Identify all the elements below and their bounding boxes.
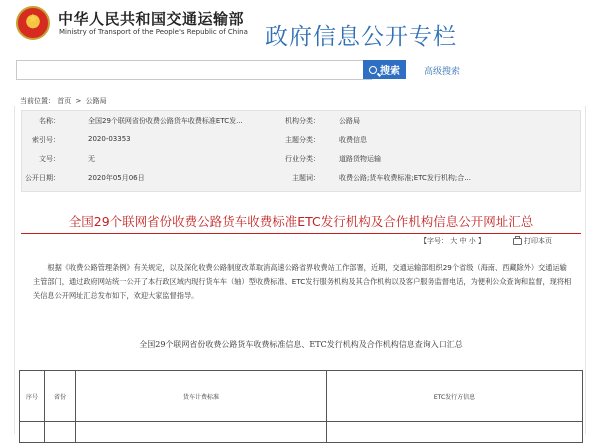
meta-row <box>22 173 580 189</box>
meta-docno-label: 文号： <box>39 155 60 163</box>
meta-docno-value: 无 <box>88 155 95 163</box>
table-caption: 全国29个联网省份收费公路货车收费标准信息、ETC发行机构及合作机构信息查询入口汇总 <box>139 340 463 349</box>
ministry-name-cn: 中华人民共和国交通运输部 <box>58 10 245 28</box>
meta-industry-value: 道路货物运输 <box>339 155 381 163</box>
meta-name-label: 名称： <box>39 117 60 125</box>
meta-index-label: 索引号： <box>32 136 60 144</box>
meta-row <box>22 154 580 170</box>
meta-keywords-value: 收费公路;货车收费标准;ETC发行机构;合... <box>339 174 471 182</box>
meta-row <box>22 135 580 151</box>
font-size-tools <box>420 236 485 246</box>
document-title: 全国29个联网省份收费公路货车收费标准ETC发行机构及合作机构信息公开网址汇总 <box>68 214 534 229</box>
document-meta-box <box>21 110 581 192</box>
info-table <box>19 370 583 443</box>
search-button-label: 搜索 <box>380 66 400 77</box>
table-header-row <box>20 371 583 422</box>
meta-industry-label: 行业分类： <box>285 155 320 163</box>
national-emblem-icon: ★ <box>16 6 50 40</box>
meta-topic-label: 主题分类： <box>285 136 320 144</box>
table-cell <box>327 422 583 443</box>
font-size-label: 【字号： <box>420 237 448 245</box>
font-size-medium[interactable]: 中 <box>459 237 467 245</box>
meta-category-value: 公路局 <box>339 117 360 125</box>
document-body: 根据《收费公路管理条例》有关规定，以及深化收费公路制度改革取消高速公路省界收费站工作部署，近期，交通运输部组织29个省级（海南、西藏除外）交通运输主管部门，通过政府网站统一公开了本行政区域内现行货车车（轴）型收费标准、ETC发行服务机构及其合作机构以及客户服务监督电话，为便利公众查询和监督，现将相关信息公开网址汇总发布如下，欢迎大家监督指导。 <box>33 263 572 300</box>
breadcrumb-prefix: 当前位置： <box>20 97 55 105</box>
content-area <box>14 106 586 434</box>
table-header-province: 省份 <box>45 371 76 422</box>
print-label: 打印本页 <box>524 237 552 245</box>
table-row <box>20 422 583 443</box>
meta-category-label: 机构分类： <box>285 117 320 125</box>
search-input[interactable] <box>16 60 372 80</box>
table-cell <box>45 422 76 443</box>
table-header-etc-issuer: ETC发行方信息 <box>327 371 583 422</box>
meta-topic-value: 收费信息 <box>339 136 367 144</box>
table-cell <box>20 422 45 443</box>
meta-keywords-label: 主题词： <box>292 174 320 182</box>
breadcrumb-item-highway-bureau[interactable]: 公路局 <box>85 97 107 105</box>
search-icon <box>369 66 377 74</box>
search-bar <box>16 60 600 82</box>
printer-icon <box>513 238 522 245</box>
breadcrumb <box>20 96 107 106</box>
column-title: 政府信息公开专栏 <box>265 24 457 50</box>
print-button[interactable] <box>513 236 552 246</box>
meta-date-value: 2020年05月06日 <box>88 174 145 182</box>
meta-name-value: 全国29个联网省份收费公路货车收费标准ETC发... <box>88 117 243 125</box>
breadcrumb-separator: > <box>75 97 82 105</box>
font-size-small[interactable]: 小 <box>468 237 476 245</box>
font-size-large[interactable]: 大 <box>450 237 458 245</box>
meta-row <box>22 116 580 132</box>
breadcrumb-item-home[interactable]: 首页 <box>57 97 72 105</box>
font-size-close: 】 <box>477 237 485 245</box>
table-header-seq: 序号 <box>20 371 45 422</box>
search-button[interactable] <box>363 60 406 79</box>
site-header <box>0 0 600 58</box>
ministry-name-en: Ministry of Transport of the People's Republic of China <box>59 28 248 36</box>
meta-date-label: 公开日期： <box>25 174 60 182</box>
table-cell <box>76 422 327 443</box>
advanced-search-link[interactable]: 高级搜索 <box>424 67 461 77</box>
meta-index-value: 2020-03353 <box>88 135 131 143</box>
table-header-toll-standard: 货车计费标准 <box>76 371 327 422</box>
title-divider <box>21 233 581 234</box>
